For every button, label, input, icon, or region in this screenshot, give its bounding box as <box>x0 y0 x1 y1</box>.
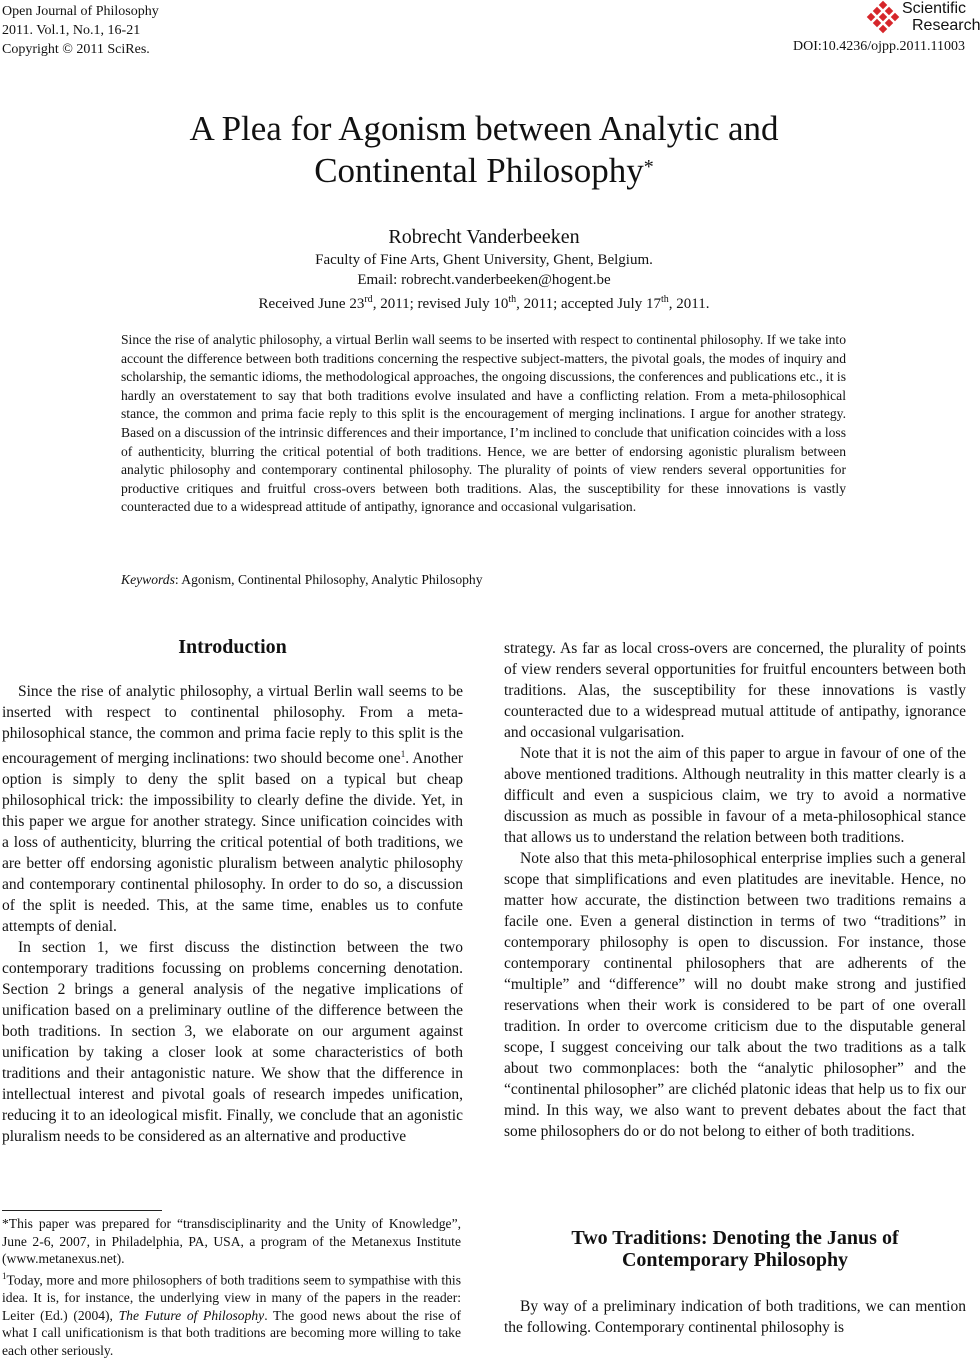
revised-date: , 2011; revised July 10 <box>372 296 509 312</box>
title-footnote-mark[interactable]: * <box>643 156 654 178</box>
received-date: Received June 23 <box>258 296 365 312</box>
dates-end: , 2011. <box>668 296 710 312</box>
journal-volume: 2011. Vol.1, No.1, 16-21 <box>2 23 141 38</box>
intro-p1-part-b: . Another option is simply to deny the split based on a typical but cheap philosophical trick: the impossibility to clearly define the divide. Yet, in this paper we argue for another strategy. Since unification coincides with a loss of authenticity, blurring the critical potential of both traditions, we are better off endorsing agonistic pluralism between analytic philosophy and contemporary continental philosophy. In order to do so, a discussion of the split is needed. This, at the same time, enables us to confute attempts of denial. <box>2 750 463 936</box>
right-paragraph-1: strategy. As far as local cross-overs are concerned, the plurality of points of view renders several opportunities for fruitful encounters between both traditions. Alas, the susceptibility for these innovations is vastly counteracted due to a widespread mutual attitude of antipathy, ignorance and occasional vulgarisation. <box>504 640 966 741</box>
footnote-1-book-title: The Future of Philosophy <box>118 1307 265 1323</box>
right-paragraph-2: Note that it is not the aim of this paper to argue in favour of one of the above mentioned traditions. Although neutrality in this matter clearly is a difficult and even a suspicious claim, we try to avoid a normative discussion as much as possible in favour of a meta-philosophical stance that allows us to understand the relation between both traditions. <box>504 745 966 846</box>
affiliation: Faculty of Fine Arts, Ghent University, Ghent, Belgium. <box>315 252 653 268</box>
scientific-research-logo <box>866 0 980 36</box>
accepted-date: , 2011; accepted July 17 <box>516 296 661 312</box>
keywords-label: Keywords <box>121 572 175 587</box>
doi: DOI:10.4236/ojpp.2011.11003 <box>792 39 965 54</box>
introduction-heading: Introduction <box>178 636 287 658</box>
abstract: Since the rise of analytic philosophy, a virtual Berlin wall seems to be inserted with respect to continental philosophy. If we take into account the difference between both traditions concerning the respective subject-matters, the pivotal goals, the modes of inquiry and scholarship, the semantic idioms, the methodological approaches, the ongoing discussions, the conferences and publications etc., it is hardly an overstatement to say that both traditions evolve insulated and have a conflicting relation. From a meta-philosophical stance, the common and prima facie reply to this split is the encouragement of merging inclinations. I argue for another strategy. Based on a discussion of the intrinsic differences and their importance, I’m inclined to conclude that unification coincides with a loss of authenticity, blurring the critical potential of both traditions. Hence, we are better of endorsing agonistic pluralism between analytic philosophy and contemporary continental philosophy. The plurality of points of view renders several opportunities for productive critiques and fruitful cross-overs between both traditions. Alas, the susceptibility for these innovations is vastly counteracted due to a widespread attitude of antipathy, ignorance and occasional vulgarisation. <box>121 332 846 515</box>
author-affiliation-block <box>0 250 968 314</box>
revised-sup: th <box>508 294 517 305</box>
section-2-heading <box>504 1227 966 1271</box>
copyright-line: Copyright © 2011 SciRes. <box>2 42 150 57</box>
keywords <box>121 572 483 588</box>
article-title <box>0 108 968 192</box>
section-2-heading-line-2: Contemporary Philosophy <box>621 1249 849 1271</box>
accepted-sup: th <box>660 294 669 305</box>
keywords-list: : Agonism, Continental Philosophy, Analytic Philosophy <box>174 572 483 587</box>
right-paragraph-4: By way of a preliminary indication of both traditions, we can mention the following. Contemporary continental philosophy is <box>504 1298 966 1336</box>
right-column <box>504 638 966 1142</box>
footnote-1-text-b: . The good news about the rise of what I call unificationism is that both traditions are becoming more willing to take each other seriously. <box>2 1307 461 1358</box>
footnote-star: *This paper was prepared for “transdisciplinarity and the Unity of Knowledge”, June 2-6, 2007, in Philadelphia, PA, USA, a program of the Metanexus Institute (www.metanexus.net). <box>2 1216 461 1267</box>
publisher-name <box>902 0 980 34</box>
received-sup: rd <box>364 294 373 305</box>
logo-diamond-icon <box>866 1 900 35</box>
author-email: Email: robrecht.vanderbeeken@hogent.be <box>357 272 611 288</box>
publisher-line2: Research <box>912 17 980 34</box>
footnote-1-number: 1 <box>2 1270 7 1281</box>
footnote-1 <box>2 1268 461 1359</box>
footnote-ref-1[interactable]: 1 <box>400 749 406 759</box>
footnotes <box>2 1215 461 1359</box>
footnote-divider <box>2 1210 162 1211</box>
right-column-bottom <box>504 1296 966 1338</box>
section-2-heading-line-1: Two Traditions: Denoting the Janus of <box>571 1227 899 1249</box>
right-paragraph-3: Note also that this meta-philosophical enterprise implies such a general scope that simplifications and even platitudes are inevitable. Hence, no matter how accurate, the distinction between two traditions remains a facile one. Even a general distinction in terms of two “traditions” in contemporary philosophy is open to discussion. For instance, those contemporary continental philosophers that are adherents of the “multiple” and “difference” will no doubt make strong and justified reservations when their work is considered to be part of one overall tradition. In order to overcome criticism due to the disputable general scope, I suggest conceiving our talk about the two traditions as a talk about two commonplaces: both the “analytic philosopher” and the “continental philosopher” are clichéd platonic ideas that help us to fix our mind. In this way, we also want to prevent debates about the fact that some philosophers do or do not belong to either of both traditions. <box>504 850 966 1140</box>
article-dates <box>0 290 968 314</box>
intro-paragraph-1 <box>2 681 463 937</box>
publisher-line1: Scientific <box>902 0 967 17</box>
journal-name: Open Journal of Philosophy <box>2 4 159 19</box>
intro-paragraph-2: In section 1, we first discuss the distinction between the two contemporary traditions focussing on problems concerning denotation. Section 2 brings a general analysis of the negative implications of unification based on a preliminary outline of the difference between the both traditions. In section 3, we elaborate on our argument against unification by taking a closer look at some characteristics of both traditions and their antagonistic nature. We show that the difference in intellectual interest and pivotal goals of research impedes unification, reducing it to an ideological misfit. Finally, we conclude that an agonistic pluralism needs to be considered as an alternative and productive <box>2 939 463 1146</box>
intro-p1-part-a: Since the rise of analytic philosophy, a virtual Berlin wall seems to be inserted with respect to continental philosophy. From a meta-philosophical stance, the common and prima facie reply to this split is the encouragement of merging inclinations: two should become one <box>2 683 463 768</box>
title-line-1: A Plea for Agonism between Analytic and <box>189 109 779 148</box>
title-line-2-text: Continental Philosophy <box>314 151 644 190</box>
left-column <box>2 681 463 1147</box>
title-line-2 <box>0 150 968 192</box>
footnote-1-text-a: Today, more and more philosophers of both traditions seem to sympathise with this idea. It is, for instance, the underlying view in many of the papers in the reader: Leiter (Ed.) (2004), <box>2 1272 461 1323</box>
author-name: Robrecht Vanderbeeken <box>388 226 580 248</box>
journal-header <box>2 2 159 59</box>
